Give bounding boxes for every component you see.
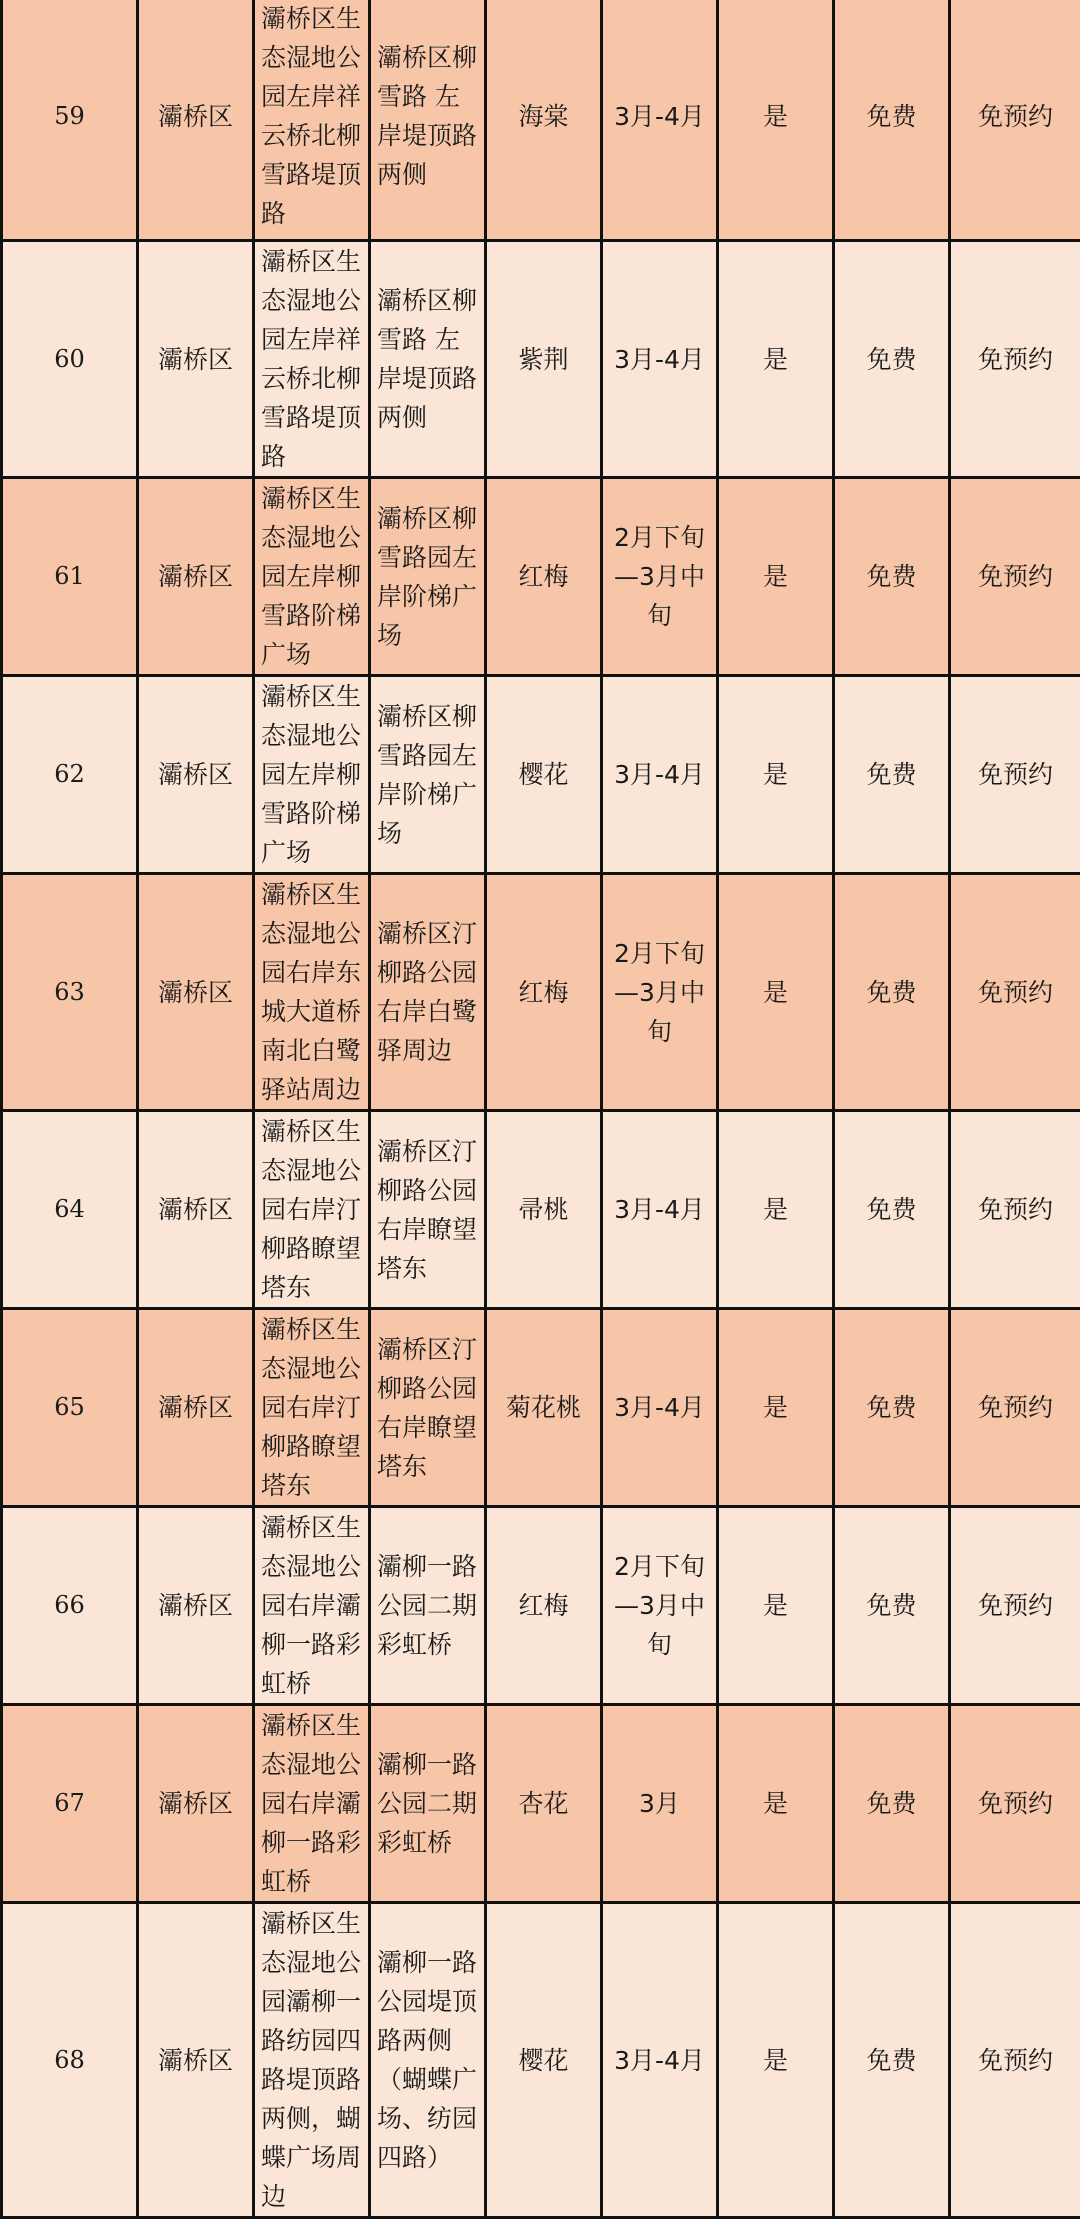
location-cell: 灞桥区生态湿地公园灞柳一路纺园四路堤顶路两侧，蝴蝶广场周边 (254, 1903, 370, 2218)
open-cell: 是 (718, 478, 834, 676)
booking-cell: 免预约 (950, 1507, 1080, 1705)
period-cell: 3月-4月 (602, 241, 718, 478)
flower-cell: 海棠 (486, 0, 602, 241)
row-number: 66 (2, 1507, 138, 1705)
table-row (2, 676, 1080, 874)
open-cell: 是 (718, 1309, 834, 1507)
location-cell: 灞桥区生态湿地公园右岸东城大道桥南北白鹭驿站周边 (254, 874, 370, 1111)
location-cell: 灞桥区生态湿地公园右岸汀柳路瞭望塔东 (254, 1111, 370, 1309)
booking-cell: 免预约 (950, 241, 1080, 478)
district-cell: 灞桥区 (138, 478, 254, 676)
fee-cell: 免费 (834, 1309, 950, 1507)
fee-cell: 免费 (834, 241, 950, 478)
open-cell: 是 (718, 0, 834, 241)
open-cell: 是 (718, 1111, 834, 1309)
booking-cell: 免预约 (950, 1309, 1080, 1507)
row-number: 59 (2, 0, 138, 241)
row-number: 62 (2, 676, 138, 874)
row-number: 64 (2, 1111, 138, 1309)
period-cell: 2月下旬—3月中旬 (602, 1507, 718, 1705)
district-cell: 灞桥区 (138, 1111, 254, 1309)
open-cell: 是 (718, 874, 834, 1111)
period-cell: 3月-4月 (602, 676, 718, 874)
fee-cell: 免费 (834, 874, 950, 1111)
viewpoint-cell: 灞桥区柳雪路园左岸阶梯广场 (370, 478, 486, 676)
row-number: 68 (2, 1903, 138, 2218)
location-cell: 灞桥区生态湿地公园右岸灞柳一路彩虹桥 (254, 1705, 370, 1903)
viewpoint-cell: 灞桥区柳雪路园左岸阶梯广场 (370, 676, 486, 874)
row-number: 61 (2, 478, 138, 676)
open-cell: 是 (718, 676, 834, 874)
flower-cell: 红梅 (486, 478, 602, 676)
open-cell: 是 (718, 1705, 834, 1903)
booking-cell: 免预约 (950, 676, 1080, 874)
fee-cell: 免费 (834, 1507, 950, 1705)
fee-cell: 免费 (834, 1705, 950, 1903)
open-cell: 是 (718, 1903, 834, 2218)
viewpoint-cell: 灞桥区汀柳路公园右岸白鹭驿周边 (370, 874, 486, 1111)
district-cell: 灞桥区 (138, 1309, 254, 1507)
table-row (2, 241, 1080, 478)
open-cell: 是 (718, 1507, 834, 1705)
location-cell: 灞桥区生态湿地公园右岸汀柳路瞭望塔东 (254, 1309, 370, 1507)
viewpoint-cell: 灞桥区汀柳路公园右岸瞭望塔东 (370, 1309, 486, 1507)
period-cell: 3月-4月 (602, 1111, 718, 1309)
booking-cell: 免预约 (950, 478, 1080, 676)
table-row (2, 1705, 1080, 1903)
location-cell: 灞桥区生态湿地公园左岸祥云桥北柳雪路堤顶路 (254, 0, 370, 241)
viewpoint-cell: 灞桥区汀柳路公园右岸瞭望塔东 (370, 1111, 486, 1309)
row-number: 63 (2, 874, 138, 1111)
district-cell: 灞桥区 (138, 1903, 254, 2218)
flower-cell: 红梅 (486, 1507, 602, 1705)
flower-cell: 紫荆 (486, 241, 602, 478)
table-row (2, 1507, 1080, 1705)
district-cell: 灞桥区 (138, 241, 254, 478)
period-cell: 3月-4月 (602, 0, 718, 241)
table-row (2, 0, 1080, 241)
period-cell: 2月下旬—3月中旬 (602, 874, 718, 1111)
table-row (2, 1111, 1080, 1309)
flower-cell: 杏花 (486, 1705, 602, 1903)
district-cell: 灞桥区 (138, 676, 254, 874)
period-cell: 2月下旬—3月中旬 (602, 478, 718, 676)
viewpoint-cell: 灞桥区柳雪路 左岸堤顶路两侧 (370, 0, 486, 241)
viewpoint-cell: 灞柳一路公园二期彩虹桥 (370, 1507, 486, 1705)
location-cell: 灞桥区生态湿地公园左岸柳雪路阶梯广场 (254, 478, 370, 676)
booking-cell: 免预约 (950, 1111, 1080, 1309)
row-number: 65 (2, 1309, 138, 1507)
table-row (2, 874, 1080, 1111)
period-cell: 3月-4月 (602, 1309, 718, 1507)
booking-cell: 免预约 (950, 874, 1080, 1111)
flower-cell: 菊花桃 (486, 1309, 602, 1507)
booking-cell: 免预约 (950, 1705, 1080, 1903)
viewpoint-cell: 灞桥区柳雪路 左岸堤顶路两侧 (370, 241, 486, 478)
table-row (2, 1903, 1080, 2218)
fee-cell: 免费 (834, 1903, 950, 2218)
row-number: 60 (2, 241, 138, 478)
flower-cell: 樱花 (486, 676, 602, 874)
table-row (2, 1309, 1080, 1507)
row-number: 67 (2, 1705, 138, 1903)
booking-cell: 免预约 (950, 0, 1080, 241)
district-cell: 灞桥区 (138, 1507, 254, 1705)
location-cell: 灞桥区生态湿地公园右岸灞柳一路彩虹桥 (254, 1507, 370, 1705)
district-cell: 灞桥区 (138, 0, 254, 241)
district-cell: 灞桥区 (138, 1705, 254, 1903)
fee-cell: 免费 (834, 1111, 950, 1309)
fee-cell: 免费 (834, 676, 950, 874)
district-cell: 灞桥区 (138, 874, 254, 1111)
location-cell: 灞桥区生态湿地公园左岸柳雪路阶梯广场 (254, 676, 370, 874)
open-cell: 是 (718, 241, 834, 478)
fee-cell: 免费 (834, 0, 950, 241)
viewpoint-cell: 灞柳一路公园二期彩虹桥 (370, 1705, 486, 1903)
location-cell: 灞桥区生态湿地公园左岸祥云桥北柳雪路堤顶路 (254, 241, 370, 478)
flower-cell: 樱花 (486, 1903, 602, 2218)
viewpoint-cell: 灞柳一路公园堤顶路两侧（蝴蝶广场、纺园四路） (370, 1903, 486, 2218)
period-cell: 3月 (602, 1705, 718, 1903)
booking-cell: 免预约 (950, 1903, 1080, 2218)
flower-cell: 红梅 (486, 874, 602, 1111)
flower-cell: 帚桃 (486, 1111, 602, 1309)
fee-cell: 免费 (834, 478, 950, 676)
table-row (2, 478, 1080, 676)
period-cell: 3月-4月 (602, 1903, 718, 2218)
